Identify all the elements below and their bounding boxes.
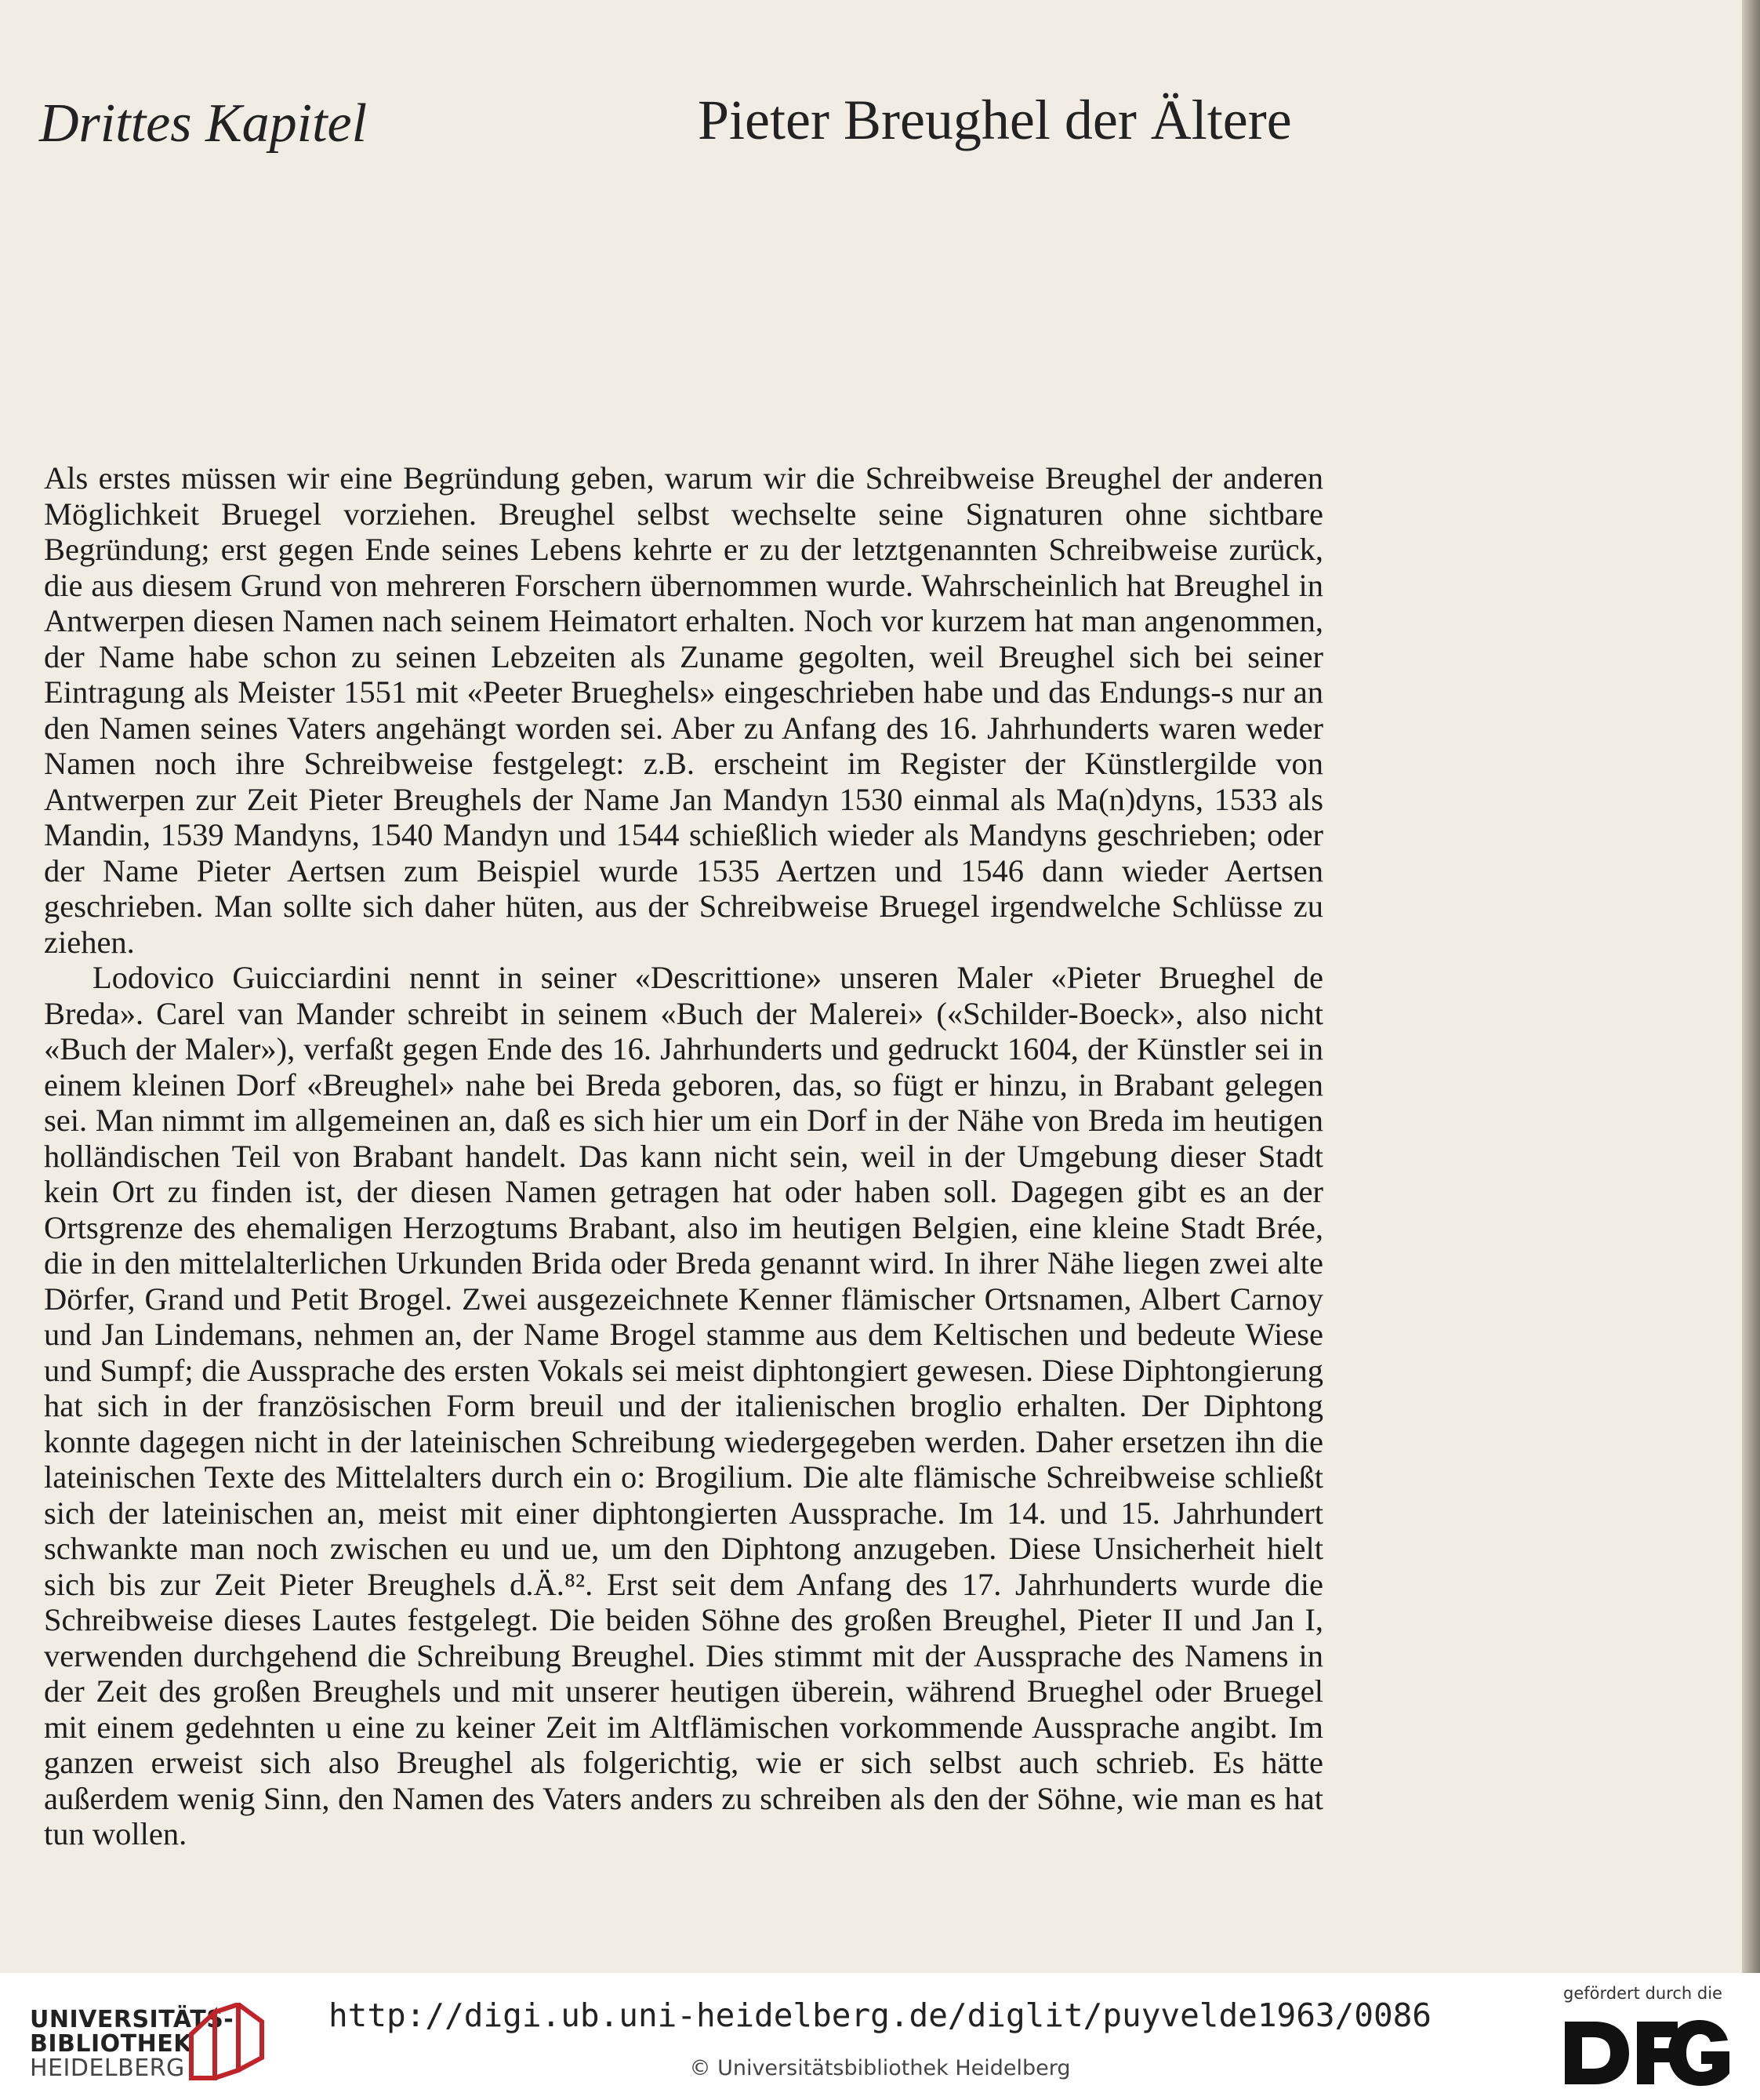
library-name-line-2: BIBLIOTHEK	[30, 2030, 192, 2058]
paragraph-1: Als erstes müssen wir eine Begründung geben, warum wir die Schreibweise Breughel der anderen Möglichkeit Bruegel vorziehen. Breughel selbst wechselte seine Signaturen ohne sichtbare Begründung; erst gegen Ende seines Lebens kehrte er zu der letztgenannten Schreibweise zurück, die aus diesem Grund von mehreren Forschern übernommen wurde. Wahrscheinlich hat Breughel in Antwerpen diesen Namen nach seinem Heimatort erhalten. Noch vor kurzem hat man angenommen, der Name habe schon zu seinen Lebzeiten als Zuname gegolten, weil Breughel sich bei seiner Eintragung als Meister 1551 mit «Peeter Brueghels» eingeschrieben habe und das Endungs-s nur an den Namen seines Vaters angehängt worden sei. Aber zu Anfang des 16. Jahrhunderts waren weder Namen noch ihre Schreibweise festgelegt: z.B. erscheint im Register der Künstlergilde von Antwerpen zur Zeit Pieter Breughels der Name Jan Mandyn 1530 einmal als Ma(n)dyns, 1533 als Mandin, 1539 Mandyns, 1540 Mandyn und 1544 schießlich wieder als Mandyns geschrieben; oder der Name Pieter Aertsen zum Beispiel wurde 1535 Aertzen und 1546 dann wieder Aertsen geschrieben. Man sollte sich daher hüten, aus der Schreibweise Bruegel irgendwelche Schlüsse zu ziehen.	[44, 460, 1323, 960]
copyright-notice: © Universitätsbibliothek Heidelberg	[689, 2056, 1071, 2080]
dfg-logo-icon	[1560, 2014, 1733, 2089]
dfg-funding-block[interactable]	[1560, 1984, 1748, 2094]
paragraph-2: Lodovico Guicciardini nennt in seiner «Descrittione» unseren Maler «Pieter Brueghel de Breda». Carel van Mander schreibt in seinem «Buch der Malerei» («Schilder-Boeck», also nicht «Buch der Maler»), verfaßt gegen Ende des 16. Jahrhunderts und gedruckt 1604, der Künstler sei in einem kleinen Dorf «Breughel» nahe bei Breda geboren, das, so fügt er hinzu, in Brabant gelegen sei. Man nimmt im allgemeinen an, daß es sich hier um ein Dorf in der Nähe von Breda im heutigen holländischen Teil von Brabant handelt. Das kann nicht sein, weil in der Umgebung dieser Stadt kein Ort zu finden ist, der diesen Namen getragen hat oder haben soll. Dagegen gibt es an der Ortsgrenze des ehemaligen Herzogtums Brabant, also im heutigen Belgien, eine kleine Stadt Brée, die in den mittelalterlichen Urkunden Brida oder Breda genannt wird. In ihrer Nähe liegen zwei alte Dörfer, Grand und Petit Brogel. Zwei ausgezeichnete Kenner flämischer Ortsnamen, Albert Carnoy und Jan Lindemans, nehmen an, der Name Brogel stamme aus dem Keltischen und bedeute Wiese und Sumpf; die Aussprache des ersten Vokals sei meist diphtongiert gewesen. Diese Diphtongierung hat sich in der französischen Form breuil und der italienischen broglio erhalten. Der Diphtong konnte dagegen nicht in der lateinischen Schreibung wiedergegeben werden. Daher ersetzen ihn die lateinischen Texte des Mittelalters durch ein o: Brogilium. Die alte flämische Schreibweise schließt sich der lateinischen an, meist mit einer diphtongierten Aussprache. Im 14. und 15. Jahrhundert schwankte man noch zwischen eu und ue, um den Diphtong anzugeben. Diese Unsicherheit hielt sich bis zur Zeit Pieter Breughels d.Ä.⁸². Erst seit dem Anfang des 17. Jahrhunderts wurde die Schreibweise dieses Lautes festgelegt. Die beiden Söhne des großen Breughel, Pieter II und Jan I, verwenden durchgehend die Schreibung Breughel. Dies stimmt mit der Aussprache des Namens in der Zeit des großen Breughels und mit unserer heutigen überein, während Brueghel oder Bruegel mit einem gedehnten u eine zu keiner Zeit im Altflämischen vorkommende Aussprache angibt. Im ganzen erweist sich also Breughel als folgerichtig, wie er sich selbst auch schrieb. Es hätte außerdem wenig Sinn, den Namen des Vaters anders zu schreiben als den der Söhne, wie man es hat tun wollen.	[44, 960, 1323, 1851]
page-edge-shadow	[1742, 0, 1760, 1973]
page-title: Pieter Breughel der Ältere	[698, 89, 1292, 151]
body-text	[44, 460, 1323, 1852]
footer-bar	[0, 1973, 1760, 2100]
library-name-line-3: HEIDELBERG	[30, 2055, 185, 2082]
library-name-line-1: UNIVERSITÄTS-	[30, 2006, 234, 2033]
funding-note: gefördert durch die	[1563, 1984, 1722, 2003]
chapter-label: Drittes Kapitel	[39, 93, 368, 154]
permalink-url[interactable]: http://digi.ub.uni-heidelberg.de/diglit/puyvelde1963/0086	[328, 1996, 1432, 2034]
